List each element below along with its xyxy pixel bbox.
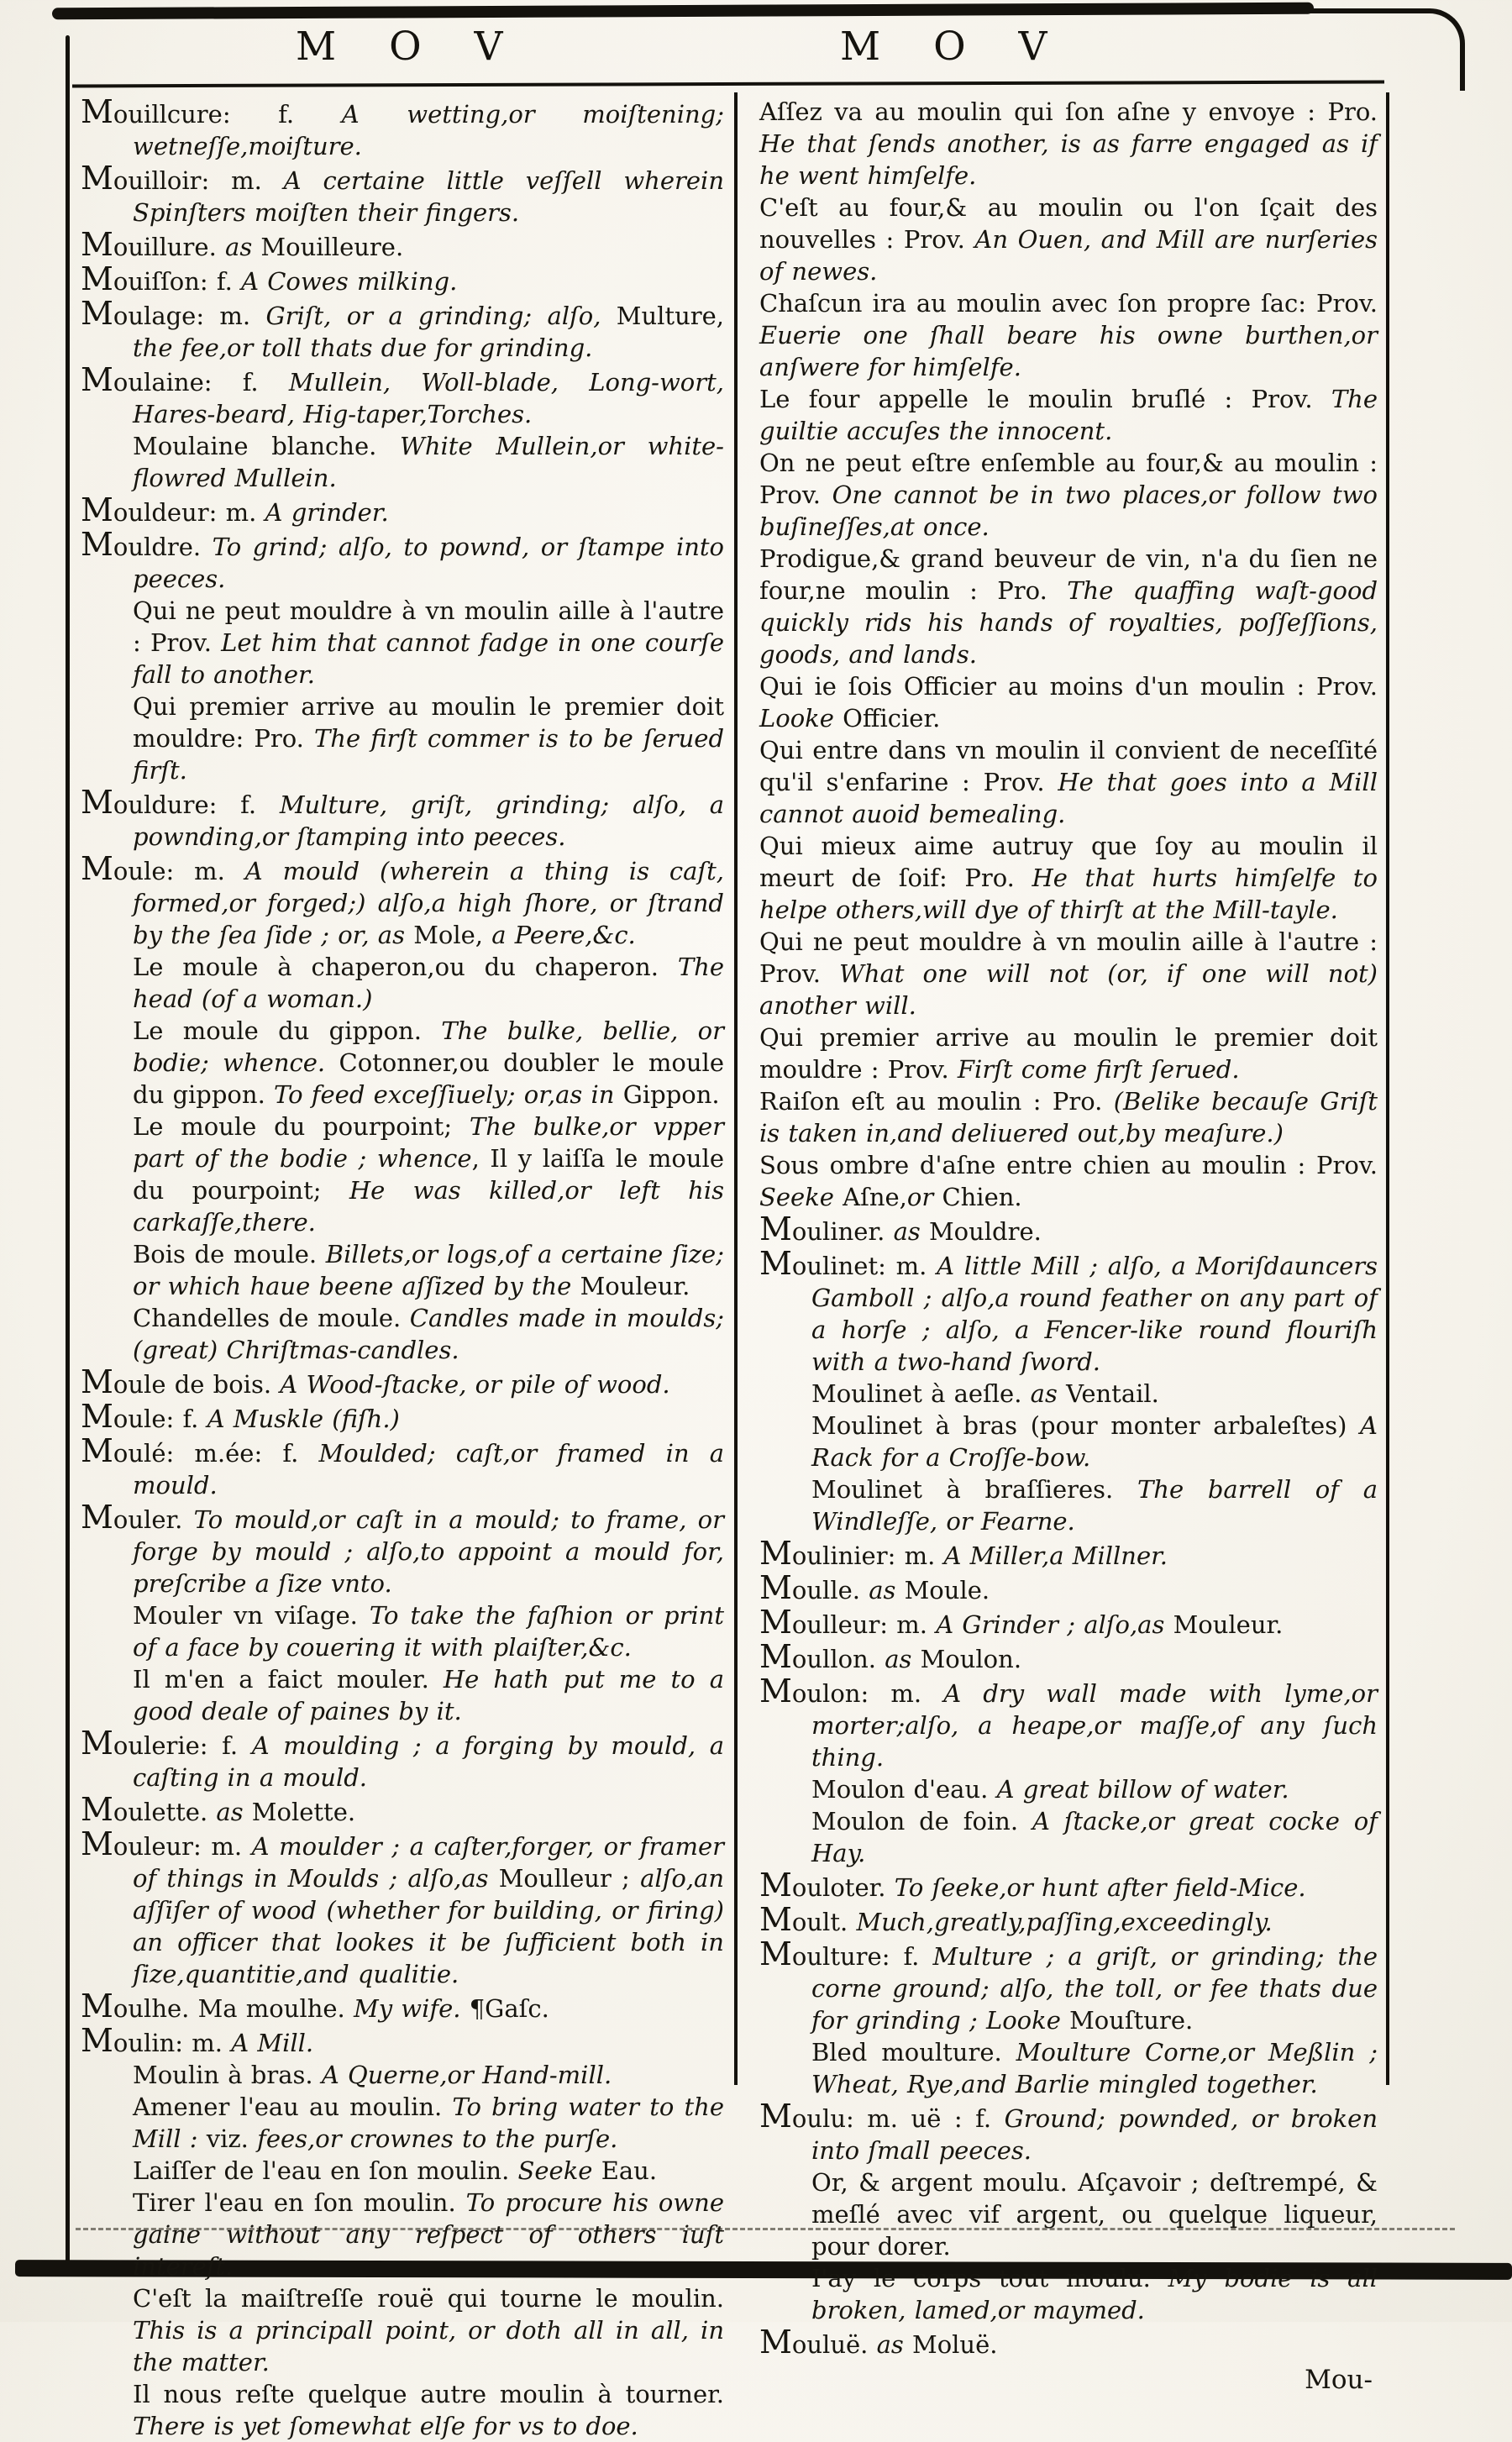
headword-text: Mouldre.	[928, 1217, 1042, 1246]
dictionary-entry	[81, 1727, 724, 1793]
headword-text: Le moule à chaperon,ou du chaperon.	[133, 953, 678, 981]
definition-text: A little Mill ; alſo, a Moriſdauncers Gamboll ; alſo,a round feather on any part of a horſe ; alſo, a Fencer-like round flouriſh with a two-hand ſword.	[811, 1252, 1378, 1376]
definition-text: a Peere,&c.	[491, 921, 636, 949]
dictionary-entry	[759, 734, 1378, 830]
headword-text: Moult.	[759, 1901, 857, 1938]
definition-text: To mould,or caſt in a mould; to frame, or forge by mould ; alſo,to appoint a mould for, preſcribe a ſize vnto.	[133, 1505, 725, 1598]
headword-text: Mouldre.	[81, 526, 213, 563]
dictionary-entry	[759, 830, 1378, 926]
left-column	[81, 93, 725, 2442]
dictionary-entry	[81, 2091, 724, 2155]
running-head-left: M O V	[296, 24, 523, 70]
dictionary-entry	[81, 1238, 724, 1302]
definition-text: A Cowes milking.	[241, 267, 458, 296]
definition-text: A moulding ; a forging by mould, a caſting in a mould.	[133, 1731, 725, 1792]
dictionary-entry	[759, 1247, 1378, 1378]
headword-text: Eau.	[601, 2156, 658, 2185]
headword-text: Moule: f.	[81, 1398, 207, 1435]
dictionary-entry	[759, 1537, 1378, 1572]
headword-text: Moullon.	[759, 1638, 885, 1675]
headword-text: Moulu: m. uë : f.	[759, 2098, 1005, 2135]
definition-text: Seeke	[517, 2156, 601, 2185]
headword-text: Moulon.	[920, 1645, 1022, 1673]
dictionary-entry	[81, 162, 724, 228]
dictionary-entry	[759, 2100, 1378, 2166]
definition-text: One cannot be in two places,or follow two buſineſſes,at once.	[759, 481, 1378, 541]
dictionary-entry	[759, 287, 1378, 383]
headword-text: Moule.	[904, 1576, 990, 1604]
dictionary-entry	[81, 850, 724, 951]
definition-text: A mould (wherein a thing is caſt, formed,or forged;) alſo,a high ſhore, or ſtrand by the ſea ſide ; or, as	[133, 857, 724, 949]
headword-text: Moulin à bras.	[133, 2061, 322, 2089]
dictionary-entry	[81, 2282, 724, 2378]
headword-text: Qui premier arrive au moulin le premier doit mouldre : Prov.	[759, 1023, 1378, 1084]
dictionary-entry	[759, 1805, 1378, 1869]
definition-text: Moulded; caſt,or framed in a mould.	[133, 1439, 724, 1499]
headword-text: Mouilloir: m.	[81, 160, 284, 197]
headword-text: Mouſture.	[1069, 2006, 1194, 2035]
headword-text: Mouldeur: m.	[81, 491, 265, 528]
headword-text: Or, & argent moulu. Aſçavoir ; deſtrempé, & meſlé avec vif argent, ou quelque liqueur, pour dorer.	[811, 2168, 1378, 2261]
headword-text: Moulon: m.	[759, 1673, 944, 1709]
dictionary-entry	[759, 383, 1378, 447]
header-rule	[72, 81, 1384, 88]
headword-text: Moulinier: m.	[759, 1535, 944, 1572]
definition-text: A dry wall made with lyme,or morter;alſo, a heape,or maſſe,of any ſuch thing.	[811, 1679, 1378, 1772]
running-head-right: M O V	[840, 24, 1068, 70]
headword-text: Moulage: m.	[81, 295, 266, 332]
definition-text: A Muskle (fiſh.)	[207, 1405, 400, 1433]
definition-text: Billets,or logs,of a certaine ſize; or which haue beene aſſized by the	[133, 1240, 724, 1300]
headword-text: Sous ombre d'aſne entre chien au moulin : Prov.	[759, 1151, 1378, 1179]
definition-text: as	[876, 2330, 912, 2359]
headword-text: Mouillure.	[81, 226, 226, 263]
headword-text: Moulhe. Ma moulhe.	[81, 1988, 354, 2024]
dictionary-entry	[759, 1869, 1378, 1904]
dictionary-entry	[759, 2036, 1378, 2100]
definition-text: Firſt come firſt ſerued.	[957, 1055, 1240, 1084]
dictionary-entry	[81, 1663, 724, 1727]
headword-text: Bois de moule.	[133, 1240, 326, 1268]
headword-text: Moulé: m.ée: f.	[81, 1432, 319, 1469]
dictionary-entry	[81, 491, 724, 528]
headword-text: Qui mieux aime autruy que ſoy au moulin il meurt de ſoif: Pro.	[759, 832, 1378, 892]
headword-text: ¶Gaſc.	[469, 1994, 549, 2023]
headword-text: Molette.	[251, 1798, 356, 1826]
dictionary-entry	[759, 1935, 1378, 2036]
definition-text: Seeke	[759, 1183, 843, 1211]
definition-text: Griſt, or a grinding; alſo,	[265, 302, 617, 330]
dictionary-entry	[81, 1363, 724, 1400]
headword-text: Il nous reſte quelque autre moulin à tourner.	[133, 2380, 724, 2408]
dictionary-entry	[759, 2262, 1378, 2326]
dictionary-entry	[759, 1410, 1378, 1473]
definition-text: (Belike becauſe Griſt is taken in,and deliuered out,by meaſure.)	[759, 1087, 1378, 1147]
dictionary-entry	[81, 430, 724, 494]
definition-text: A Miller,a Millner.	[943, 1541, 1168, 1570]
headword-text: Moluë.	[912, 2330, 998, 2359]
dictionary-entry	[81, 2059, 724, 2091]
dictionary-entry	[759, 1773, 1378, 1805]
definition-text: A moulder ; a caſter,forger, or framer of things in Moulds ; alſo,as	[133, 1832, 724, 1893]
dictionary-entry	[81, 1400, 724, 1435]
headword-text: Moulon de foin.	[811, 1807, 1032, 1835]
definition-text: Candles made in moulds; (great) Chriſtmas-candles.	[133, 1304, 724, 1364]
page-border-top	[52, 3, 1314, 20]
dictionary-entry	[81, 691, 724, 786]
headword-text: Qui ne peut mouldre à vn moulin aille à l'autre : Prov.	[759, 927, 1378, 988]
headword-text: Qui premier arrive au moulin le premier doit mouldre: Pro.	[133, 692, 724, 753]
headword-text: Moulture: f.	[759, 1935, 933, 1972]
headword-text: Gippon.	[622, 1080, 720, 1109]
headword-text: Chien.	[942, 1183, 1022, 1211]
definition-text: To take the faſhion or print of a face by couering it with plaiſter,&c.	[133, 1601, 724, 1662]
dictionary-entry	[759, 1378, 1378, 1410]
headword-text: Qui ie ſois Officier au moins d'un moulin : Prov.	[759, 672, 1378, 701]
dictionary-entry	[759, 1606, 1378, 1641]
definition-text: The bulke, bellie, or bodie; whence.	[133, 1016, 724, 1077]
definition-text: fees,or crownes to the purſe.	[257, 2124, 618, 2153]
headword-text: Mouluë.	[759, 2324, 877, 2361]
definition-text: Multure, griſt, grinding; alſo, a pownding,or ſtamping into peeces.	[133, 790, 724, 851]
headword-text: Chandelles de moule.	[133, 1304, 410, 1332]
dictionary-entry	[81, 260, 724, 297]
definition-text: The bulke,or vpper part of the bodie ; whence	[133, 1112, 724, 1173]
headword-text: Le moule du pourpoint;	[133, 1112, 470, 1141]
definition-text: Much,greatly,paſſing,exceedingly.	[856, 1908, 1273, 1936]
definition-text: He hath put me to a good deale of paines by it.	[133, 1665, 724, 1725]
dictionary-entry	[759, 447, 1378, 543]
column-divider-rule	[734, 92, 738, 2085]
headword-text: Chaſcun ira au moulin avec ſon propre ſac: Prov.	[759, 289, 1378, 318]
right-column	[759, 96, 1378, 2396]
definition-text: To procure his owne gaine without any reſpect of others iuſt intereſt.	[133, 2188, 725, 2281]
definition-text: alſo,an aſſiſer of wood (whether for building, or firing) an officer that lookes it be ſufficient both in ſize,quantitie,and qualitie.	[133, 1864, 725, 1988]
dictionary-entry	[759, 926, 1378, 1021]
dictionary-entry	[759, 543, 1378, 670]
definition-text: A wetting,or moiſtening; wetneſſe,moiſture.	[133, 100, 724, 160]
definition-text: A Grinder ; alſo,as	[936, 1610, 1173, 1639]
headword-text: Qui ne peut mouldre à vn moulin aille à l'autre : Prov.	[133, 596, 724, 657]
definition-text: White Mullein,or white-flowred Mullein.	[133, 432, 724, 492]
definition-text: He that hurts himſelfe to helpe others,will dye of thirſt at the Mill-tayle.	[759, 864, 1378, 924]
dictionary-entry	[81, 786, 724, 853]
definition-text: the fee,or toll thats due for grinding.	[133, 333, 593, 362]
headword-text: C'eſt au four,& au moulin ou l'on ſçait des nouvelles : Prov.	[759, 193, 1378, 254]
headword-text: Mouler vn viſage.	[133, 1601, 370, 1630]
dictionary-entry	[759, 1473, 1378, 1537]
definition-text: What one will not (or, if one will not) another will.	[759, 959, 1378, 1020]
dictionary-entry	[81, 361, 724, 430]
dictionary-entry	[759, 1021, 1378, 1085]
definition-text: My bodie is all broken, lamed,or maymed.	[811, 2264, 1378, 2324]
headword-text: I'ay le corps tout moulu.	[811, 2264, 1168, 2292]
definition-text: as	[225, 233, 261, 261]
headword-text: Le moule du gippon.	[133, 1016, 442, 1045]
dictionary-entry	[759, 2166, 1378, 2262]
definition-text: Euerie one ſhall beare his owne burthen,or anſwere for himſelfe.	[759, 321, 1378, 381]
page-border-left	[66, 35, 70, 2277]
definition-text: The guiltie accuſes the innocent.	[759, 385, 1378, 445]
definition-text: as	[885, 1645, 921, 1673]
headword-text: Raiſon eſt au moulin : Pro.	[759, 1087, 1114, 1116]
headword-text: Moule de bois.	[81, 1363, 281, 1400]
definition-text: The firſt commer is to be ſerued firſt.	[133, 724, 725, 785]
dictionary-entry	[81, 93, 724, 162]
dictionary-entry	[759, 1149, 1378, 1213]
headword-text: Moulinet à aeſle.	[811, 1379, 1031, 1408]
definition-text: A certaine little veſſell wherein Spinſters moiſten their fingers.	[133, 166, 724, 227]
headword-text: Moulleur: m.	[759, 1604, 937, 1641]
headword-text: Moulinet à bras (pour monter arbaleſtes)	[811, 1411, 1361, 1440]
dictionary-entry	[81, 2378, 724, 2442]
right-margin-rule	[1386, 92, 1389, 2085]
definition-text: He that ſends another, is as farre engaged as if he went himſelfe.	[759, 129, 1378, 190]
headword-text: Prodigue,& grand beuveur de vin, n'a du ſien ne four,ne moulin : Pro.	[759, 544, 1378, 605]
definition-text: Mullein, Woll-blade, Long-wort, Hares-beard, Hig-taper,Torches.	[133, 368, 724, 428]
headword-text: Mouleur: m.	[81, 1825, 252, 1862]
dictionary-entry	[759, 1638, 1378, 1675]
definition-text: To bring water to the Mill :	[133, 2093, 724, 2153]
headword-text: Mouiſſon: f.	[81, 260, 242, 297]
headword-text: Moule: m.	[81, 850, 245, 887]
headword-text: Ventail.	[1066, 1379, 1159, 1408]
dictionary-entry	[81, 951, 724, 1015]
definition-text: A ſtacke,or great cocke of Hay.	[811, 1807, 1378, 1867]
dictionary-entry	[81, 2187, 724, 2282]
definition-text: A great billow of water.	[996, 1775, 1289, 1804]
dictionary-entry	[759, 670, 1378, 734]
headword-text: Bled moulture.	[811, 2038, 1016, 2067]
headword-text: Mole,	[413, 921, 492, 949]
headword-text: Mouleur.	[580, 1272, 690, 1300]
definition-text: A Mill.	[231, 2029, 314, 2057]
headword-text: Il m'en a faict mouler.	[133, 1665, 444, 1694]
dictionary-entry	[759, 96, 1378, 192]
definition-text: A Querne,or Hand-mill.	[321, 2061, 612, 2089]
dictionary-entry	[81, 1302, 724, 1366]
headword-text: Amener l'eau au moulin.	[133, 2093, 453, 2121]
definition-text: A Wood-ſtacke, or pile of wood.	[280, 1370, 670, 1399]
definition-text: as	[216, 1798, 252, 1826]
definition-text: as	[1030, 1379, 1067, 1408]
headword-text: Tirer l'eau en ſon moulin.	[133, 2188, 466, 2217]
page-border-top-right-corner	[1294, 8, 1465, 91]
headword-text: Moulinet: m.	[759, 1245, 937, 1282]
definition-text: To ſeeke,or hunt after field-Mice.	[894, 1873, 1306, 1902]
headword-text: Mouliner.	[759, 1210, 894, 1247]
definition-text: or	[906, 1183, 942, 1211]
definition-text: To grind; alſo, to pownd, or ſtampe into peeces.	[133, 533, 725, 593]
headword-text: , Il y laiſſa le moule du pourpoint;	[133, 1144, 724, 1205]
headword-text: Qui entre dans vn moulin il convient de neceſſité qu'il s'enfarine : Prov.	[759, 736, 1378, 796]
right-column-entries	[759, 96, 1378, 2361]
dictionary-entry	[81, 528, 724, 595]
catchword: Mou-	[1305, 2365, 1373, 2395]
definition-text: He that goes into a Mill cannot auoid bemealing.	[759, 768, 1378, 828]
definition-text: A grinder.	[265, 498, 389, 527]
headword-text: Moulinet à braſſieres.	[811, 1475, 1137, 1504]
definition-text: The quaffing waſt-good quickly rids his hands of royalties, poſſeſſions, goods, and lands.	[759, 576, 1378, 669]
dictionary-entry	[81, 297, 724, 364]
headword-text: Moulin: m.	[81, 2022, 232, 2059]
definition-text: Multure ; a griſt, or grinding; the corne ground; alſo, the toll, or fee thats due for grinding ; Looke	[811, 1942, 1378, 2035]
headword-text: Laiſſer de l'eau en ſon moulin.	[133, 2156, 518, 2185]
headword-text: On ne peut eſtre enſemble au four,& au moulin : Prov.	[759, 449, 1378, 509]
headword-text: Le four appelle le moulin bruſlé : Prov.	[759, 385, 1331, 413]
headword-text: Cotonner,ou doubler le moule du gippon.	[133, 1048, 724, 1109]
definition-text: Moulture Corne,or Meßlin ; Wheat, Rye,and Barlie mingled together.	[811, 2038, 1378, 2098]
dictionary-entry	[81, 1793, 724, 1828]
definition-text: An Ouen, and Mill are nurſeries of newes.	[759, 225, 1378, 286]
headword-text: Moulaine: f.	[81, 361, 289, 398]
headword-text: Officier.	[843, 704, 941, 733]
dictionary-entry	[81, 1111, 724, 1238]
dictionary-entry	[81, 1501, 724, 1599]
dictionary-entry	[759, 1901, 1378, 1938]
headword-text: Moulleur ;	[498, 1864, 641, 1893]
headword-text: viz.	[206, 2124, 258, 2153]
dictionary-entry	[759, 1085, 1378, 1149]
dictionary-entry	[759, 192, 1378, 287]
headword-text: Moulerie: f.	[81, 1725, 252, 1762]
dictionary-entry	[81, 595, 724, 691]
definition-text: The barrell of a Windleſſe, or Fearne.	[811, 1475, 1378, 1536]
headword-text: Moulle.	[759, 1569, 869, 1606]
headword-text: Mouloter.	[759, 1867, 895, 1904]
definition-text: He was killed,or left his carkaſſe,there.	[133, 1176, 724, 1237]
dictionary-entry	[81, 1015, 724, 1111]
dictionary-entry	[81, 1990, 724, 2024]
headword-text: Moulette.	[81, 1791, 217, 1828]
dictionary-entry	[81, 1599, 724, 1663]
headword-text: Moulaine blanche.	[133, 432, 401, 460]
definition-text: Ground; pownded, or broken into ſmall peeces.	[811, 2104, 1378, 2165]
dictionary-entry	[759, 1675, 1378, 1773]
headword-text: Multure,	[616, 302, 724, 330]
definition-text: Let him that cannot fadge in one courſe fall to another.	[133, 628, 725, 689]
dictionary-entry	[759, 1569, 1378, 1606]
definition-text: There is yet ſomewhat elſe for vs to doe.	[133, 2412, 638, 2440]
dictionary-entry	[81, 1825, 725, 1990]
definition-text: A Rack for a Croſſe-bow.	[811, 1411, 1378, 1472]
dictionary-entry	[81, 2155, 724, 2187]
definition-text: as	[869, 1576, 905, 1604]
dictionary-entry	[81, 1432, 724, 1501]
dictionary-entry	[759, 1210, 1378, 1247]
dictionary-entry	[81, 228, 724, 263]
dictionary-entry	[81, 2024, 724, 2059]
headword-text: Aſſez va au moulin qui ſon aſne y envoye : Pro.	[759, 97, 1378, 126]
headword-text: Mouilleure.	[260, 233, 404, 261]
headword-text: Aſne,	[843, 1183, 907, 1211]
left-column-entries	[81, 93, 725, 2442]
headword-text: Moulon d'eau.	[811, 1775, 997, 1804]
headword-text: Mouldure: f.	[81, 784, 280, 821]
headword-text: Mouler.	[81, 1499, 194, 1536]
headword-text: C'eſt la maiſtreſſe rouë qui tourne le moulin.	[133, 2284, 724, 2313]
definition-text: This is a principall point, or doth all in all, in the matter.	[133, 2316, 724, 2376]
definition-text: The head (of a woman.)	[133, 953, 724, 1013]
definition-text: My wife.	[354, 1994, 470, 2023]
headword-text: Mouillcure: f.	[81, 93, 342, 130]
dictionary-entry	[759, 2326, 1378, 2361]
definition-text: To feed exceſſiuely; or,as in	[274, 1080, 623, 1109]
definition-text: as	[893, 1217, 929, 1246]
definition-text: Looke	[759, 704, 843, 733]
headword-text: Mouleur.	[1173, 1610, 1284, 1639]
